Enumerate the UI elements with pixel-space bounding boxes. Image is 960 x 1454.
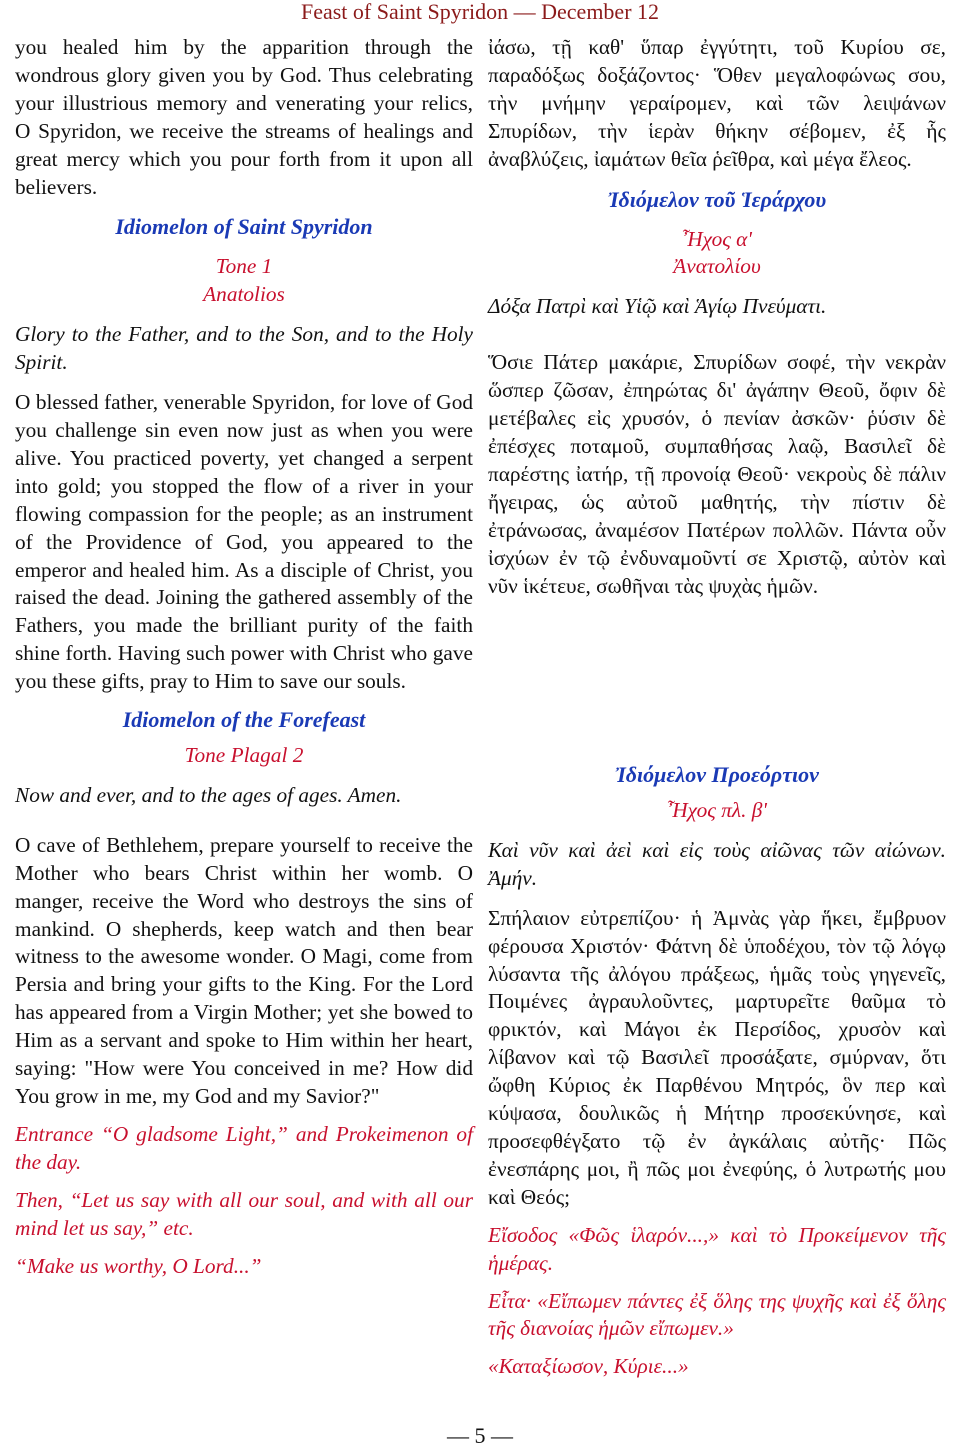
english-tone-plagal-2: Tone Plagal 2: [184, 743, 304, 768]
greek-tone-1: Ἦχος α': [682, 226, 752, 251]
greek-paragraph-continued: ἰάσω, τῇ καθ' ὕπαρ ἐγγύτητι, τοῦ Κυρίου σε, παραδόξως δοξάζοντος· Ὅθεν μεγαλοφώνως σου, τὴν μνήμην γεραίρομεν, καὶ τῶν λειψάνων Σπυρίδων, τὴν ἱερὰν θήκην σέβομεν, ἐξ ἧς ἀναβλύζεις, ἰαμάτων θεῖα ῥεῖθρα, καὶ μέγα ἔλεος.: [488, 35, 946, 171]
greek-glory-verse: Δόξα Πατρὶ καὶ Υἱῷ καὶ Ἁγίῳ Πνεύματι.: [488, 294, 827, 319]
greek-melody-anatolios: Ἀνατολίου: [673, 254, 761, 279]
greek-idiomelon-forefeast-title: Ἰδιόμελον Προεόρτιον: [615, 762, 819, 787]
greek-rubric-make-us-worthy: «Καταξίωσον, Κύριε...»: [488, 1354, 689, 1379]
english-column: [15, 34, 473, 1280]
greek-hymn-spyridon: Ὅσιε Πάτερ μακάριε, Σπυρίδων σοφέ, τὴν νεκρὰν ὥσπερ ζῶσαν, ἐπηρώτας δι' ἀγάπην Θεοῦ, ὄφιν δὲ μετέβαλες εἰς χρυσόν, ὁ πενίαν ἀσκῶν· ῥύσιν δὲ ἐπέσχες ποταμοῦ, συμπαθήσας λαῷ, Βασιλεῖ δὲ παρέστης ἰατήρ, τῇ προνοίᾳ Θεοῦ· νεκροὺς δὲ πάλιν ἤγειρας, ὡς αὐτοῦ μαθητής, τὴν πίστιν δὲ ἐτράνωσας, ἀναμέσον Πατέρων πολλῶν. Πάντα οὖν ἰσχύων ἐν τῷ ἐνδυναμοῦντί σε Χριστῷ, αὐτὸν καὶ νῦν ἱκέτευε, σωθῆναι τὰς ψυχὰς ἡμῶν.: [488, 350, 946, 598]
english-hymn-forefeast: O cave of Bethlehem, prepare yourself to receive the Mother who bears Christ within her womb. O manger, receive the Word who destroys the sins of mankind. O shepherds, keep watch and then bear witness to the awesome wonder. O Magi, come from Persia and bring your gifts to the King. For the Lord has appeared from a Virgin Mother; yet she bowed to Him as a servant and spoke to Him within her heart, saying: "How were You conceived in me? How did You grow in me, my God and my Savior?": [15, 832, 473, 1108]
english-melody-anatolios: Anatolios: [203, 282, 285, 307]
english-glory-verse: Glory to the Father, and to the Son, and to the Holy Spirit.: [15, 322, 473, 375]
running-header: Feast of Saint Spyridon — December 12: [300, 0, 660, 24]
greek-column: [488, 34, 946, 600]
greek-idiomelon-saint-title: Ἰδιόμελον τοῦ Ἱεράρχου: [607, 186, 827, 212]
greek-hymn-forefeast: Σπήλαιον εὐτρεπίζου· ἡ Ἀμνὰς γὰρ ἥκει, ἔμβρυον φέρουσα Χριστόν· Φάτνη δὲ ὑποδέχου, τὸν τῷ λόγῳ λύσαντα τῆς ἀλόγου πράξεως, ἡμᾶς τοὺς γηγενεῖς, Ποιμένες ἀγραυλοῦντες, μαρτυρεῖτε θαῦμα τὸ φρικτόν, καὶ Μάγοι ἐκ Περσίδος, χρυσὸν καὶ λίβανον καὶ τῷ Βασιλεῖ προσάξατε, σμύρναν, ὅτι ὤφθη Κύριος ἐκ Παρθένου Μητρός, ὃν περ καὶ κύψασα, δουλικῶς ἡ Μήτηρ προσεκύνησε, καὶ προσεφθέγξατο τῷ ἐν ἀγκάλαις αὐτῆς· Πῶς ἐνεσπάρης μοι, ἢ πῶς μοι ἐνεφύης, ὁ λυτρωτής μου καὶ Θεός;: [488, 905, 946, 1209]
english-tone-1: Tone 1: [215, 254, 273, 279]
english-now-and-ever: Now and ever, and to the ages of ages. Amen.: [15, 782, 402, 807]
english-rubric-make-us-worthy: “Make us worthy, O Lord...”: [15, 1253, 262, 1278]
english-hymn-spyridon: O blessed father, venerable Spyridon, for love of God you challenge sin even now just as when you were alive. You practiced poverty, yet changed a serpent into gold; you stopped the flow of a river in your flowing compassion for the people; as an instrument of the Providence of God, you appeared to the emperor and healed him. As a disciple of Christ, you raised the dead. Joining the gathered assembly of the Fathers, you made the brilliant purity of the faith shine forth. Having such power with Christ who gave you these gifts, pray to Him to save our souls.: [15, 390, 473, 694]
greek-rubric-entrance: Εἴσοδος «Φῶς ἱλαρόν...,» καὶ τὸ Προκείμενον τῆς ἡμέρας.: [488, 1222, 946, 1275]
page-number: — 5 —: [447, 1423, 513, 1448]
greek-now-and-ever: Καὶ νῦν καὶ ἀεὶ καὶ εἰς τοὺς αἰῶνας τῶν αἰώνων. Ἀμήν.: [488, 837, 946, 890]
greek-rubric-let-us-say: Εἶτα· «Εἴπωμεν πάντες ἐξ ὅλης της ψυχῆς καὶ ἐξ ὅλης τῆς διανοίας ἡμῶν εἴπωμεν.»: [488, 1288, 946, 1341]
english-paragraph-continued: you healed him by the apparition through the wondrous glory given you by God. Thus celebrating your illustrious memory and venerating your relics, O Spyridon, we receive the streams of healings and great mercy which you pour forth from it upon all believers.: [15, 35, 473, 199]
english-rubric-entrance: Entrance “O gladsome Light,” and Prokeimenon of the day.: [15, 1121, 473, 1174]
greek-column-lower: [488, 761, 946, 1381]
english-idiomelon-forefeast-title: Idiomelon of the Forefeast: [122, 707, 366, 733]
english-rubric-let-us-say: Then, “Let us say with all our soul, and with all our mind let us say,” etc.: [15, 1187, 473, 1240]
english-idiomelon-saint-title: Idiomelon of Saint Spyridon: [115, 214, 373, 240]
greek-tone-plagal-2: Ἦχος πλ. β': [667, 798, 767, 822]
